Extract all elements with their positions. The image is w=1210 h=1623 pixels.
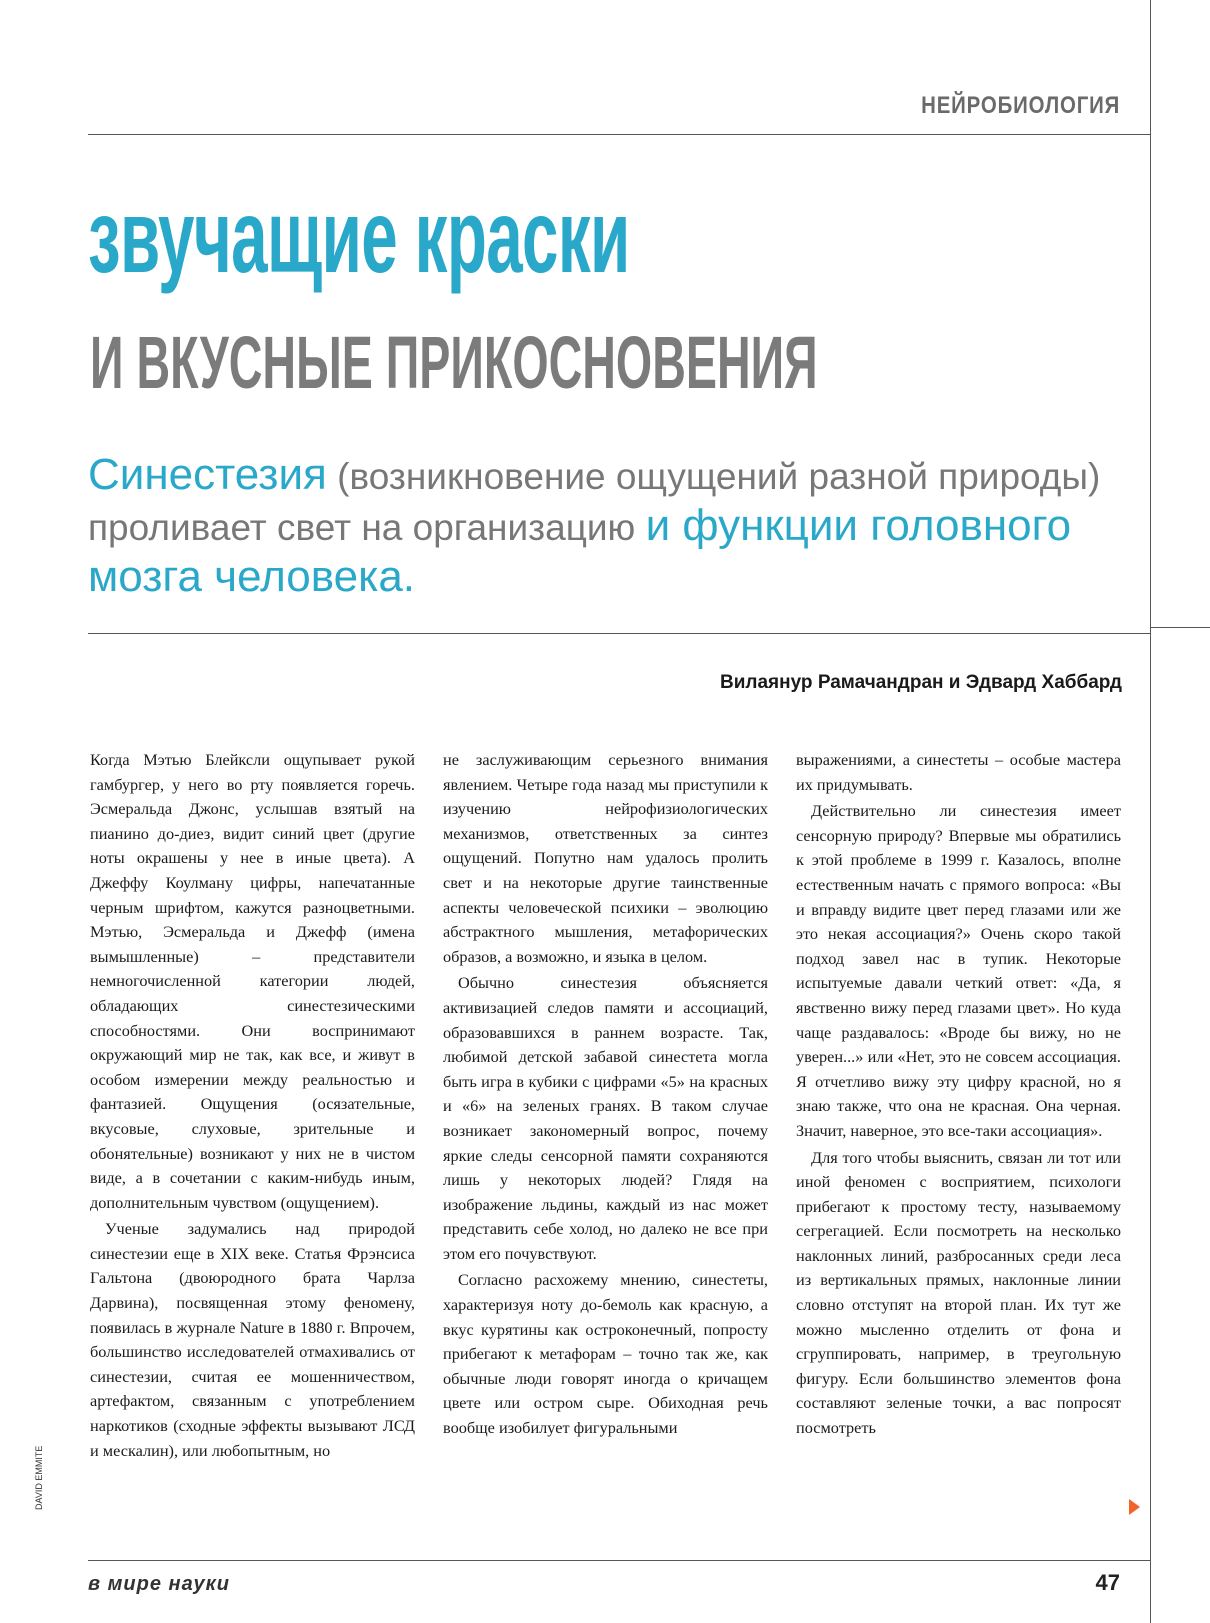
page-edge-tick [1150,627,1210,628]
lede-keyword: Синестезия [88,450,327,499]
paragraph: Согласно расхожему мнению, синестеты, характеризуя ноту до-бемоль как красную, а вкус курятины как остроконечный, попросту прибегают к метафорам – точно так же, как обычные люди говорят иногда о кричащем цвете или остром сыре. Обиходная речь вообще изобилует фигуральными [443,1270,768,1438]
footer-divider [88,1560,1150,1561]
lede-middle: (возникновение ощущений разной природы) проливает свет на организацию [88,456,1101,548]
lede-divider [88,633,1150,634]
paragraph: Обычно синестезия объясняется активизацией следов памяти и ассоциаций, образовавшихся в раннем возрасте. Так, любимой детской забавой синестета могла быть игра в кубики с цифрами «5» на красных и «6» на зеленых гранях. В таком случае возникает закономерный вопрос, почему яркие следы сенсорной памяти сохраняются лишь у некоторых людей? Глядя на изображение льдины, каждый из нас может представить себе холод, но далеко не все при этом его почувствуют. [443,973,768,1263]
lede [88,450,1168,603]
photo-credit: DAVID EMMITE [34,1445,44,1510]
paragraph: Для того чтобы выяснить, связан ли тот или иной феномен с восприятием, психологи прибегают к простому тесту, называемому сегрегацией. Если посмотреть на несколько наклонных линий, разбросанных среди леса из вертикальных прямых, наклонные линии словно отступят на второй план. Их тут же можно мысленно отделить от фона и сгруппировать, например, в треугольную фигуру. Если большинство элементов фона составляют зеленые точки, а вас попросят посмотреть [796,1147,1121,1438]
authors: Вилаянур Рамачандран и Эдвард Хаббард [720,672,1122,693]
top-divider [88,134,1150,135]
magazine-name: в мире науки [88,1573,230,1595]
paragraph: Действительно ли синестезия имеет сенсорную природу? Впервые мы обратились к этой проблеме в 1999 г. Казалось, вполне естественным начать с прямого вопроса: «Вы и вправду видите цвет перед глазами или же это некая ассоциация?» Очень скоро такой подход завел нас в тупик. Некоторые испытуемые давали четкий ответ: «Да, я явственно вижу перед глазами цвет». Но куда чаще раздавалось: «Вроде бы вижу, но не уверен...» или «Нет, это не совсем ассоциация. Я отчетливо вижу эту цифру красной, но я знаю также, что она не красная. Она черная. Значит, наверное, это все-таки ассоциация». [796,801,1121,1140]
paragraph: Когда Мэтью Блейксли ощупывает рукой гамбургер, у него во рту появляется горечь. Эсмеральда Джонс, услышав взятый на пианино до-диез, видит синий цвет (другие ноты окрашены у нее в иные цвета). А Джеффу Коулману цифры, напечатанные черным шрифтом, кажутся разноцветными. Мэтью, Эсмеральда и Джефф (имена вымышленные) – представители немногочисленной категории людей, обладающих синестезическими способностями. Они воспринимают окружающий мир не так, как все, и живут в особом измерении между реальностью и фантазией. Ощущения (осязательные, вкусовые, слуховые, зрительные и обонятельные) возникают у них не в чистом виде, а в сочетании с каким-нибудь иным, дополнительным чувством (ощущением). [90,750,415,1212]
body-column-2 [443,748,768,1441]
body-column-3 [796,748,1121,1441]
page-number: 47 [1095,1570,1120,1595]
lede-highlight: и функции головного мозга человека. [88,501,1072,601]
section-label: НЕЙРОБИОЛОГИЯ [920,92,1120,119]
article-title: звучащие краски [88,179,630,295]
paragraph: выражениями, а синестеты – особые мастера их придумывать. [796,750,1121,794]
continue-arrow-icon [1129,1499,1140,1515]
page-edge-line [1150,0,1151,1623]
paragraph: не заслуживающим серьезного внимания явлением. Четыре года назад мы приступили к изучению нейрофизиологических механизмов, ответственных за синтез ощущений. Попутно нам удалось пролить свет и на некоторые другие таинственные аспекты человеческой психики – эволюцию абстрактного мышления, метафорических образов, а возможно, и языка в целом. [443,750,768,966]
paragraph: Ученые задумались над природой синестезии еще в XIX веке. Статья Фрэнсиса Гальтона (двоюродного брата Чарлза Дарвина), посвященная этому феномену, появилась в журнале Nature в 1880 г. Впрочем, большинство исследователей отмахивались от синестезии, считая ее мошенничеством, артефактом, связанным с употреблением наркотиков (сходные эффекты вызывают ЛСД и мескалин), или любопытным, но [90,1219,415,1460]
article-subtitle: И ВКУСНЫЕ ПРИКОСНОВЕНИЯ [90,321,818,404]
body-column-1 [90,748,415,1463]
